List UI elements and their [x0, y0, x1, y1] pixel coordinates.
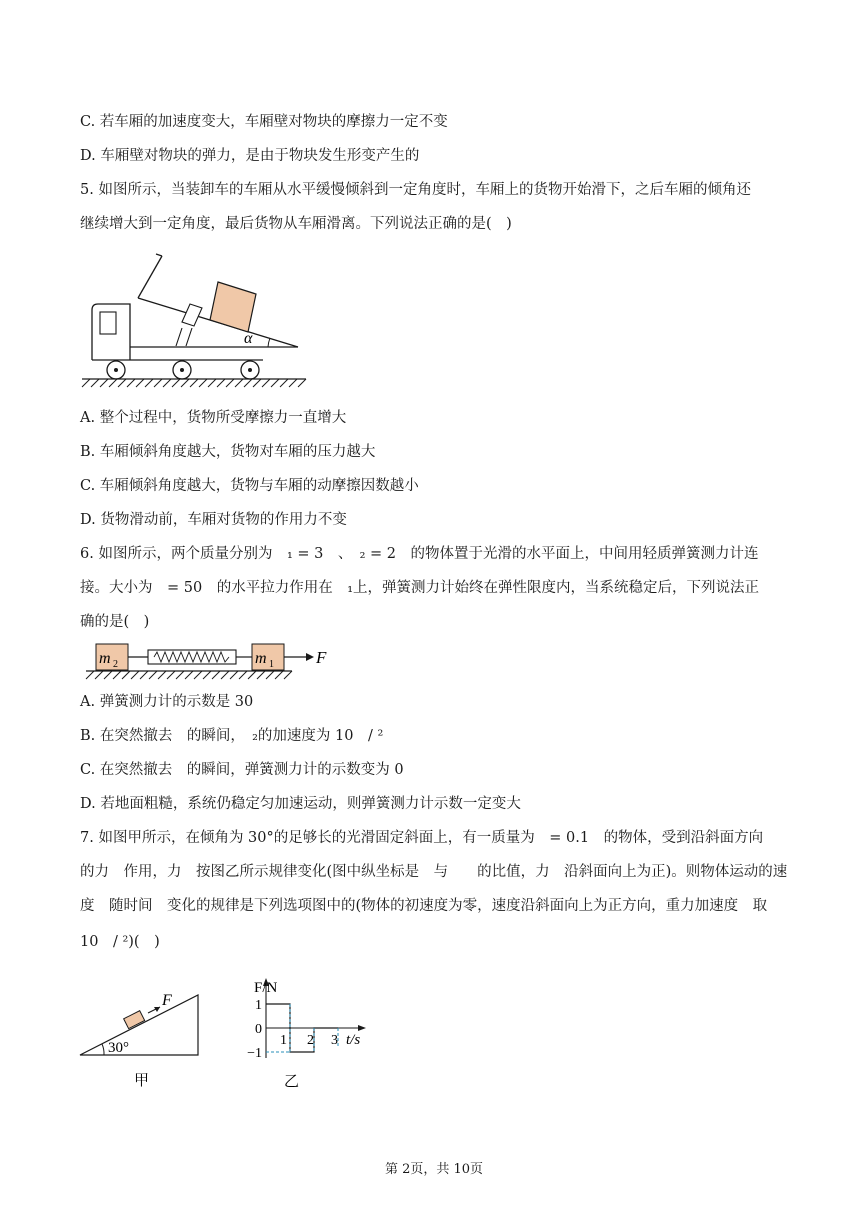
- q5-option-d: D. 货物滑动前，车厢对货物的作用力不变: [80, 512, 347, 528]
- q7-stem-line3: 度 随时间 变化的规律是下列选项图中的(物体的初速度为零，速度沿斜面向上为正方向，重力加速度 取: [80, 898, 768, 914]
- q5-stem-line1: 5. 如图所示，当装卸车的车厢从水平缓慢倾斜到一定角度时，车厢上的货物开始滑下，之后车厢的倾角还: [80, 182, 751, 198]
- truck-bed-rear: [138, 256, 162, 298]
- force-time-graph: [226, 972, 361, 1090]
- angle-arc: [268, 338, 270, 347]
- dump-truck-figure: [78, 248, 318, 393]
- hydraulic-rod: [176, 328, 182, 346]
- q6-option-c: C. 在突然撤去 的瞬间，弹簧测力计的示数变为 0: [80, 762, 404, 778]
- svg-text:30°: 30°: [108, 1040, 129, 1056]
- q7-stem-line2: 的力 作用，力 按图乙所示规律变化(图中纵坐标是 与 的比值，力 沿斜面向上为正)。则物体运动的速: [80, 864, 788, 880]
- q4-option-d: D. 车厢壁对物块的弹力，是由于物块发生形变产生的: [80, 148, 420, 164]
- svg-text:m: m: [99, 650, 111, 667]
- truck-bed-front: [156, 254, 162, 256]
- y-tick-label: −1: [247, 1046, 262, 1061]
- q6-option-b: B. 在突然撤去 的瞬间， ₂的加速度为 10 / ²: [80, 728, 384, 744]
- q6-option-a: A. 弹簧测力计的示数是 30: [80, 694, 254, 710]
- cab-window: [100, 312, 116, 334]
- ground-hatch: [86, 671, 292, 679]
- q4-option-c: C. 若车厢的加速度变大，车厢壁对物块的摩擦力一定不变: [80, 114, 448, 130]
- ground-hatch: [82, 379, 306, 387]
- q7-stem-line1: 7. 如图甲所示，在倾角为 30°的足够长的光滑固定斜面上，有一质量为 = 0.1 的物体，受到沿斜面方向: [80, 830, 764, 846]
- x-tick-label: 3: [331, 1033, 338, 1048]
- y-tick-label: 0: [255, 1022, 262, 1037]
- svg-text:2: 2: [113, 659, 118, 670]
- q7-stem-line4: 10 / ²)( ): [80, 934, 160, 950]
- hydraulic-cylinder: [182, 304, 202, 326]
- q5-option-a: A. 整个过程中，货物所受摩擦力一直增大: [80, 410, 347, 426]
- force-label: F: [316, 648, 327, 667]
- q6-stem-line2: 接。大小为 = 50 的水平拉力作用在 ₁上，弹簧测力计始终在弹性限度内，当系统稳定后，下列说法正: [80, 580, 760, 596]
- q6-stem-line3: 确的是( ): [80, 614, 150, 630]
- x-tick-label: 1: [280, 1033, 287, 1048]
- incline-figure: [76, 985, 206, 1090]
- q6-option-d: D. 若地面粗糙，系统仍稳定匀加速运动，则弹簧测力计示数一定变大: [80, 796, 521, 812]
- svg-text:m: m: [255, 650, 267, 667]
- x-axis-label: t/s: [346, 1032, 361, 1048]
- q5-stem-line2: 继续增大到一定角度，最后货物从车厢滑离。下列说法正确的是( ): [80, 216, 512, 232]
- hydraulic-rod: [186, 328, 192, 346]
- y-axis-label: F/N: [254, 980, 278, 996]
- y-tick-label: 1: [255, 998, 262, 1013]
- figure-caption-yi: 乙: [284, 1074, 300, 1090]
- cargo-box: [210, 282, 256, 332]
- page-footer: 第 2页，共 10页: [384, 1162, 484, 1177]
- svg-text:1: 1: [269, 659, 274, 670]
- q6-stem-line1: 6. 如图所示，两个质量分别为 ₁ = 3 、 ₂ = 2 的物体置于光滑的水平面上，中间用轻质弹簧测力计连: [80, 546, 759, 562]
- spring-scale-figure: [86, 640, 346, 684]
- angle-alpha-label: α: [244, 330, 253, 347]
- x-tick-label: 2: [307, 1033, 314, 1048]
- incline-triangle: [80, 995, 198, 1055]
- figure-caption-jia: 甲: [134, 1073, 150, 1089]
- q5-option-b: B. 车厢倾斜角度越大，货物对车厢的压力越大: [80, 444, 376, 460]
- q5-option-c: C. 车厢倾斜角度越大，货物与车厢的动摩擦因数越小: [80, 478, 419, 494]
- svg-text:F: F: [162, 992, 172, 1009]
